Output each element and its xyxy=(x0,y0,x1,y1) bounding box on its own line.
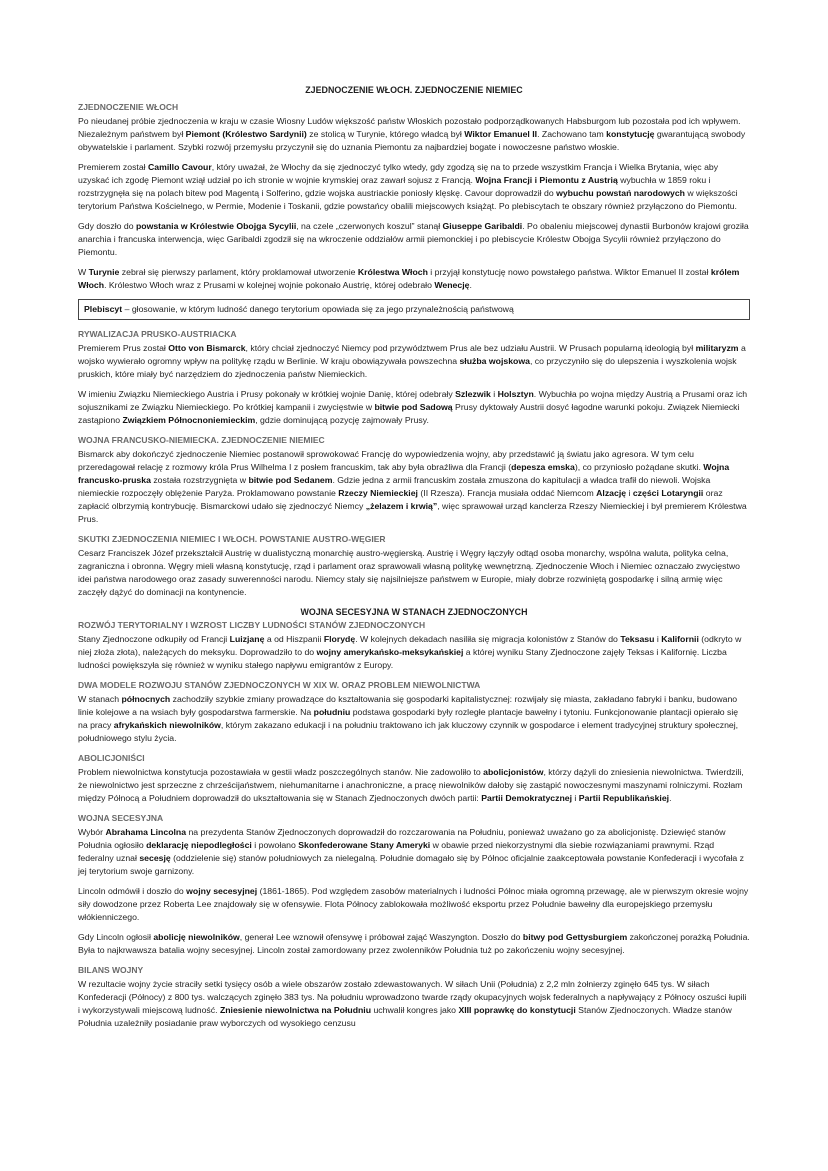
paragraph xyxy=(78,693,750,745)
bold-term: Skonfederowane Stany Ameryki xyxy=(298,840,431,850)
bold-term: deklarację niepodległości xyxy=(146,840,252,850)
text-run: (oddzielenie się) stanów południowych za nielegalną. Południe domagało się by Północ oficjalnie zaakceptowała powstanie Konfederacji i wycofała z jej terytorium swoje garnizony. xyxy=(78,853,744,876)
text-run: W stanach xyxy=(78,694,122,704)
definition-box xyxy=(78,299,750,320)
text-run: . Zachowano tam xyxy=(537,129,607,139)
bold-term: Kalifornii xyxy=(661,634,699,644)
bold-term: Związkiem Północnoniemieckim xyxy=(122,415,256,425)
section-heading: RYWALIZACJA PRUSKO-AUSTRIACKA xyxy=(78,329,237,339)
text-run: . xyxy=(669,793,672,803)
text-run: w obawie przed niekorzystnymi dla siebie rozwiązaniami prawnymi. Rząd federalny uznał xyxy=(78,840,715,863)
part-title: WOJNA SECESYJNA W STANACH ZJEDNOCZONYCH xyxy=(300,607,528,617)
bold-term: Królestwa Włoch xyxy=(357,267,428,277)
text-run: . Gdzie jedna z armii francuskim została zmuszona do kapitulacji a władca trafił do niewoli. Wojska niemieckie rozpoczęły oblężenie Paryża. Proklamowano powstanie xyxy=(78,475,711,498)
text-run: i xyxy=(654,634,662,644)
section-heading: DWA MODELE ROZWOJU STANÓW ZJEDNOCZONYCH W XIX W. ORAZ PROBLEM NIEWOLNICTWA xyxy=(78,680,481,690)
section-heading: ROZWÓJ TERYTORIALNY I WZROST LICZBY LUDNOŚCI STANÓW ZJEDNOCZONYCH xyxy=(78,620,426,630)
bold-term: Wenecję xyxy=(434,280,470,290)
bold-term: wybuchu powstań narodowych xyxy=(556,188,685,198)
text-run: i xyxy=(572,793,579,803)
text-run: i xyxy=(626,488,633,498)
text-run: (odkryto w niej złoża złota), należących do meksyku. Doprowadziło to do xyxy=(78,634,742,657)
text-run: , generał Lee wznowił ofensywę i próbował zająć Waszyngton. Doszło do xyxy=(239,932,523,942)
bold-term: wojny secesyjnej xyxy=(186,886,258,896)
paragraph xyxy=(78,220,750,259)
text-run: W rezultacie wojny życie straciły setki tysięcy osób a wiele obszarów zostało zdewastowanych. W siłach Unii (Południa) z 2,2 mln żołnierzy zginęło 645 tys. W siłach Konfederacji (Północy) z 800 tys. walczących zginęło 383 tys. Na południu wprowadzono twarde rządy okupacyjnych wojsk federalnych a napływający z Północy oszuści łupili i wykorzystywali miejscową ludność. xyxy=(78,979,747,1015)
text-run: Po nieudanej próbie zjednoczenia w kraju w czasie Wiosny Ludów większość państw Włoskich pozostało podporządkowanych Habsburgom lub pozostała pod ich wpływem. Niezależnym państwem był xyxy=(78,116,741,139)
text-run: (1861-1865). Pod względem zasobów materialnych i ludności Północ miała ogromną przewagę, ale w pierwszym okresie wojny siły dowodzone przez Roberta Lee znajdowały się w ofensywie. Flota Północy zablokowała możliwość eksportu przez Południe bawełny dla europejskiego przemysłu włókienniczego. xyxy=(78,886,749,922)
bold-term: Plebiscyt xyxy=(84,304,123,314)
text-run: Lincoln odmówił i doszło do xyxy=(78,886,187,896)
text-run: Stanów Zjednoczonych. Władze stanów Południa uzależniły posiadanie praw wyborczych od wysokiego cenzusu xyxy=(78,1005,732,1028)
bold-term: bitwie pod Sadową xyxy=(374,402,453,412)
bold-term: „żelazem i krwią” xyxy=(365,501,438,511)
text-run: , na czele „czerwonych koszul” stanął xyxy=(296,221,443,231)
bold-term: północnych xyxy=(121,694,171,704)
text-run: , gdzie dominującą pozycję zajmowały Prusy. xyxy=(255,415,429,425)
bold-term: Wojna Francji i Piemontu z Austrią xyxy=(475,175,618,185)
bold-term: bitwie pod Sedanem xyxy=(248,475,333,485)
text-run: ze stolicą w Turynie, którego władcą był xyxy=(306,129,465,139)
text-run: Gdy Lincoln ogłosił xyxy=(78,932,154,942)
bold-term: depesza emska xyxy=(511,462,575,472)
text-run: – głosowanie, w którym ludność danego terytorium opowiada się za jego przynależnością państwową xyxy=(122,304,514,314)
text-run: i powołano xyxy=(251,840,299,850)
paragraph xyxy=(78,388,750,427)
text-run: a której wyniku Stany Zjednoczone zajęły Teksas i Kalifornię. Liczba ludności powiększyła się również w wyniku stałego napływu emigrantów z Europy. xyxy=(78,647,727,670)
text-run: (II Rzesza). Francja musiała oddać Niemcom xyxy=(417,488,597,498)
bold-term: Alzację xyxy=(596,488,627,498)
section-heading: ABOLICJONIŚCI xyxy=(78,753,145,763)
text-run: uchwalił kongres jako xyxy=(371,1005,459,1015)
paragraph xyxy=(78,885,750,924)
text-run: Gdy doszło do xyxy=(78,221,136,231)
text-run: , którzy dążyli do zniesienia niewolnictwa. Twierdzili, że niewolnictwo jest sprzeczne z chrześcijaństwem, niehumanitarne i anachroniczne, a pracę niewolników dałoby się zastąpić nowoczesnymi maszynami rolniczymi. Rozłam między Północą a Południem doprowadził do ukształtowania się w Stanach Zjednoczonych dwóch partii: xyxy=(78,767,744,803)
text-run: zakończonej porażką Południa. Była to najkrwawsza batalia wojny secesyjnej. Lincoln został zamordowany przez zwolenników Południa tuż po zakończeniu wojny secesyjnej. xyxy=(78,932,750,955)
paragraph xyxy=(78,978,750,1030)
bold-term: abolicjonistów xyxy=(483,767,544,777)
text-run: gwarantującą swobody obywatelskie i parlament. Szybki rozwój przemysłu przyczynił się do uznania Piemontu za najbardziej bogate i nowoczesne państwo włoskie. xyxy=(78,129,746,152)
text-run: Bismarck aby dokończyć zjednoczenie Niemiec postanowił sprowokować Francję do wypowiedzenia wojny, aby przedstawić ją światu jako agresora. W tym celu przeredagował relację z rozmowy króla Prus Wilhelma I z posłem francuskim, tak aby była obraźliwa dla Francji ( xyxy=(78,449,694,472)
paragraph xyxy=(78,342,750,381)
text-run: . Królestwo Włoch wraz z Prusami w kolejnej wojnie pokonało Austrię, której odebrało xyxy=(104,280,435,290)
text-run: w większości terytorium Państwa Kościelnego, w Permie, Modenie i Toskanii, gdzie powstańcy obalili miejscowych książąt. Po plebiscytach te obszary również przyłączono do Piemontu. xyxy=(78,188,738,211)
bold-term: XIII poprawkę do konstytucji xyxy=(458,1005,576,1015)
bold-term: Giuseppe Garibaldi xyxy=(442,221,523,231)
bold-term: Zniesienie niewolnictwa na Południu xyxy=(219,1005,372,1015)
bold-term: militaryzm xyxy=(695,343,739,353)
bold-term: Camillo Cavour xyxy=(148,162,212,172)
bold-term: konstytucję xyxy=(606,129,655,139)
paragraph xyxy=(78,931,750,957)
text-run: . Wybuchła po wojna między Austrią a Prusami oraz ich sojusznikami ze Związku Niemieckiego. Po krótkiej kampanii i zwycięstwie w xyxy=(78,389,748,412)
section-heading: SKUTKI ZJEDNOCZENIA NIEMIEC I WŁOCH. POWSTANIE AUSTRO-WĘGIER xyxy=(78,534,386,544)
bold-term: Holsztyn xyxy=(497,389,534,399)
section-heading: BILANS WOJNY xyxy=(78,965,144,975)
text-run: . Po obaleniu miejscowej dynastii Burbonów krajowi groziła anarchia i francuska interwencja, więc Garibaldi zgodził się na wkroczenie oddziałów armii piemonckiej i po plebiscycie Królestw Obojga Sycylii również przyłączono do Piemontu. xyxy=(78,221,749,257)
paragraph xyxy=(78,115,750,154)
text-run: oraz zapłacić olbrzymią kontrybucję. Bismarckowi udało się zjednoczyć Niemcy xyxy=(78,488,723,511)
bold-term: Wojna francusko-pruska xyxy=(78,462,730,485)
bold-term: Partii Republikańskiej xyxy=(578,793,670,803)
text-run: . W kolejnych dekadach nasiliła się migracja kolonistów z Stanów do xyxy=(355,634,621,644)
paragraph xyxy=(78,161,750,213)
text-run: Prusy dyktowały Austrii dosyć łagodne warunki pokoju. Związek Niemiecki zastąpiono xyxy=(78,402,740,425)
bold-term: afrykańskich niewolników xyxy=(113,720,221,730)
text-run: została rozstrzygnięta w xyxy=(150,475,249,485)
text-run: , co przyczyniło się do ulepszenia i wyszkolenia wojsk pruskich, które miały być narzędziem do zjednoczenia państw Niemieckich. xyxy=(78,356,737,379)
text-run: W xyxy=(78,267,89,277)
section-heading: WOJNA FRANCUSKO-NIEMIECKA. ZJEDNOCZENIE NIEMIEC xyxy=(78,435,325,445)
text-run: i xyxy=(490,389,498,399)
bold-term: wojny amerykańsko-meksykańskiej xyxy=(316,647,464,657)
bold-term: Otto von Bismarck xyxy=(168,343,246,353)
bold-term: Luizjanę xyxy=(229,634,265,644)
text-run: a wojsko wywierało ogromny wpływ na politykę rządu w Berlinie. W kraju obowiązywała powszechna xyxy=(78,343,746,366)
text-run: , więc sprawował urząd kanclerza Rzeszy Niemieckiej i był premierem Królestwa Prus. xyxy=(78,501,747,524)
text-run: . xyxy=(469,280,472,290)
bold-term: Partii Demokratycznej xyxy=(481,793,573,803)
text-run: , który chciał zjednoczyć Niemcy pod przywództwem Prus ale bez udziału Austrii. W Prusach popularną ideologią był xyxy=(245,343,696,353)
bold-term: służba wojskowa xyxy=(459,356,530,366)
section-heading: ZJEDNOCZENIE WŁOCH xyxy=(78,102,179,112)
bold-term: Szlezwik xyxy=(455,389,491,399)
bold-term: królem Włoch xyxy=(78,267,740,290)
text-run: , którym zakazano edukacji i na południu traktowano ich jak kluczowy czynnik w gospodarce i element tradycyjnej struktury społecznej, południowego stylu życia. xyxy=(78,720,739,743)
bold-term: Teksasu xyxy=(620,634,655,644)
text-run: W imieniu Związku Niemieckiego Austria i Prusy pokonały w krótkiej wojnie Danię, której odebrały xyxy=(78,389,456,399)
bold-term: części Lotaryngii xyxy=(632,488,704,498)
paragraph xyxy=(78,266,750,292)
bold-term: abolicję niewolników xyxy=(153,932,240,942)
bold-term: Wiktor Emanuel II xyxy=(464,129,538,139)
bold-term: Rzeczy Niemieckiej xyxy=(338,488,418,498)
text-run: i przyjął konstytucję nowo powstałego państwa. Wiktor Emanuel II został xyxy=(427,267,711,277)
paragraph xyxy=(78,547,750,599)
bold-term: secesję xyxy=(139,853,171,863)
text-run: Wybór xyxy=(78,827,106,837)
bold-term: Abrahama Lincolna xyxy=(105,827,187,837)
text-run: Premierem Prus został xyxy=(78,343,169,353)
paragraph xyxy=(78,633,750,672)
text-run: Stany Zjednoczone odkupiły od Francji xyxy=(78,634,230,644)
text-run: , który uważał, że Włochy da się zjednoczyć tylko wtedy, gdy zgodzą się na to przede wszystkim Francja i Wielka Brytania, więc aby uzyskać ich zgodę Piemont wziął udział po ich stronie w wojnie krymskiej oraz zawarł sojusz z Francją. xyxy=(78,162,719,185)
bold-term: Florydę xyxy=(323,634,356,644)
document-title: ZJEDNOCZENIE WŁOCH. ZJEDNOCZENIE NIEMIEC xyxy=(305,85,523,95)
text-run: podstawa gospodarki były rozległe plantacje bawełny i tytoniu. Funkcjonowanie plantacji opierało się na pracy xyxy=(78,707,739,730)
text-run: Premierem został xyxy=(78,162,149,172)
bold-term: powstania w Królestwie Obojga Sycylii xyxy=(135,221,297,231)
paragraph xyxy=(78,448,750,526)
text-run: Cesarz Franciszek Józef przekształcił Austrię w dualistyczną monarchię austro-węgierską. Austrię i Węgry łączyły odtąd osoba monarchy, wspólna waluta, polityka celna, zagraniczna i obronna. Węgry mieli własną konstytucję, rząd i parlament oraz sprawowali własną politykę wewnętrzną. Zjednoczenie Włoch i Niemiec oznaczało zwycięstwo idei państwa narodowego oraz zasady suwerenności narodu. Niemcy stały się najsilniejsze państwem w Europie, miały dobrze rozwiniętą gospodarkę i silną armię więc zaczęły dążyć do dominacji na kontynencie. xyxy=(78,548,740,597)
text-run: Problem niewolnictwa konstytucja pozostawiała w gestii władz poszczególnych stanów. Nie zadowoliło to xyxy=(78,767,484,777)
text-run: zachodziły szybkie zmiany prowadzące do kształtowania się gospodarki kapitalistycznej: rozwijały się miasta, zakładano fabryki i banku, budowano linie kolejowe a na wsiach były gospodarstwa farmerskie. Na xyxy=(78,694,738,717)
bold-term: południu xyxy=(313,707,351,717)
bold-term: Turynie xyxy=(88,267,120,277)
section-heading: WOJNA SECESYJNA xyxy=(78,813,164,823)
text-run: zebrał się pierwszy parlament, który proklamował utworzenie xyxy=(119,267,358,277)
text-run: a od Hiszpanii xyxy=(264,634,324,644)
text-run: na prezydenta Stanów Zjednoczonych doprowadził do rozczarowania na Południu, ponieważ uważano go za abolicjonistę. Dziewięć stanów Południa ogłosiło xyxy=(78,827,726,850)
document-body xyxy=(78,101,750,1030)
paragraph xyxy=(78,766,750,805)
bold-term: bitwy pod Gettysburgiem xyxy=(522,932,628,942)
paragraph xyxy=(78,826,750,878)
text-run: ), co przyniosło pożądane skutki. xyxy=(574,462,704,472)
text-run: wybuchła w 1859 roku i rozstrzygnęła się na polach bitew pod Magentą i Solferino, gdzie wojska austriackie poniosły klęskę. Cavour doprowadził do xyxy=(78,175,711,198)
bold-term: Piemont (Królestwo Sardynii) xyxy=(185,129,307,139)
